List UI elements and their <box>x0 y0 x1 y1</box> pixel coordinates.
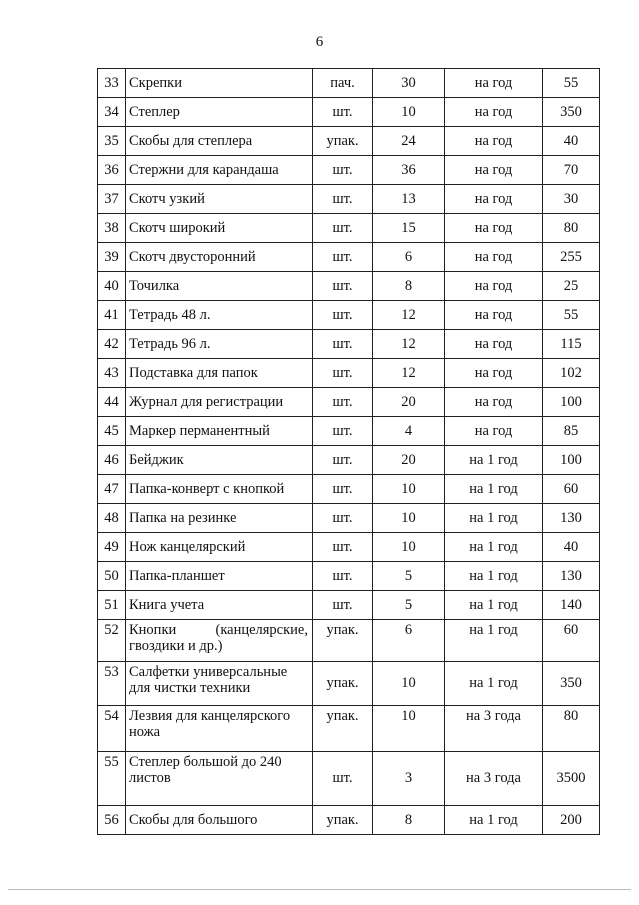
item-name-line2: для чистки техники <box>129 680 251 696</box>
row-number-cell: 48 <box>98 504 126 533</box>
quantity-cell: 6 <box>373 243 445 272</box>
item-name-cell: Точилка <box>126 272 313 301</box>
unit-cell: шт. <box>313 185 373 214</box>
unit-cell: упак. <box>313 127 373 156</box>
item-name-cell: Папка на резинке <box>126 504 313 533</box>
quantity-cell: 12 <box>373 330 445 359</box>
quantity-cell: 6 <box>373 620 445 662</box>
price-cell: 140 <box>543 591 600 620</box>
quantity-cell: 36 <box>373 156 445 185</box>
period-cell: на год <box>445 301 543 330</box>
item-name-cell: Стержни для карандаша <box>126 156 313 185</box>
unit-cell: шт. <box>313 446 373 475</box>
table-row <box>98 388 600 417</box>
table-row <box>98 214 600 243</box>
table-body <box>98 69 600 835</box>
item-name-cell: Книга учета <box>126 591 313 620</box>
row-number-cell: 40 <box>98 272 126 301</box>
row-number-cell: 38 <box>98 214 126 243</box>
quantity-cell: 10 <box>373 98 445 127</box>
row-number-cell: 54 <box>98 706 126 752</box>
row-number-cell: 51 <box>98 591 126 620</box>
price-cell: 60 <box>543 475 600 504</box>
item-name-line1: Салфетки универсальные <box>129 664 288 680</box>
quantity-cell: 10 <box>373 533 445 562</box>
table-row <box>98 69 600 98</box>
row-number-cell: 50 <box>98 562 126 591</box>
period-cell: на 3 года <box>445 706 543 752</box>
unit-cell: шт. <box>313 752 373 806</box>
item-name-line1: Степлер большой до 240 <box>129 754 282 770</box>
table-row <box>98 706 600 752</box>
price-cell: 30 <box>543 185 600 214</box>
quantity-cell: 30 <box>373 69 445 98</box>
quantity-cell: 10 <box>373 504 445 533</box>
table-row <box>98 98 600 127</box>
unit-cell: шт. <box>313 417 373 446</box>
price-cell: 100 <box>543 388 600 417</box>
table-row <box>98 806 600 835</box>
period-cell: на год <box>445 272 543 301</box>
unit-cell: шт. <box>313 475 373 504</box>
table-row <box>98 562 600 591</box>
quantity-cell: 12 <box>373 359 445 388</box>
item-name-cell: Скобы для большого <box>126 806 313 835</box>
period-cell: на 1 год <box>445 620 543 662</box>
item-name-part: Кнопки <box>129 622 177 638</box>
table-row <box>98 330 600 359</box>
price-cell: 70 <box>543 156 600 185</box>
quantity-cell: 20 <box>373 446 445 475</box>
row-number-cell: 33 <box>98 69 126 98</box>
row-number-cell: 56 <box>98 806 126 835</box>
price-cell: 40 <box>543 127 600 156</box>
price-cell: 80 <box>543 214 600 243</box>
period-cell: на год <box>445 69 543 98</box>
table-row <box>98 185 600 214</box>
table-row <box>98 272 600 301</box>
period-cell: на год <box>445 417 543 446</box>
period-cell: на год <box>445 359 543 388</box>
item-name-cell: Скотч широкий <box>126 214 313 243</box>
table-row <box>98 591 600 620</box>
quantity-cell: 3 <box>373 752 445 806</box>
item-name-cell <box>126 706 313 752</box>
price-cell: 55 <box>543 301 600 330</box>
unit-cell: шт. <box>313 388 373 417</box>
item-name-line1 <box>129 622 308 638</box>
item-name-line1: Лезвия для канцелярского <box>129 708 291 724</box>
item-name-line2: ножа <box>129 724 161 740</box>
item-name-cell: Степлер <box>126 98 313 127</box>
item-name-line2: гвоздики и др.) <box>129 638 223 654</box>
row-number-cell: 55 <box>98 752 126 806</box>
bottom-rule <box>8 889 631 890</box>
item-name-cell: Скотч узкий <box>126 185 313 214</box>
row-number-cell: 34 <box>98 98 126 127</box>
row-number-cell: 47 <box>98 475 126 504</box>
price-cell: 100 <box>543 446 600 475</box>
item-name-cell: Маркер перманентный <box>126 417 313 446</box>
table-row <box>98 620 600 662</box>
quantity-cell: 12 <box>373 301 445 330</box>
quantity-cell: 20 <box>373 388 445 417</box>
row-number-cell: 45 <box>98 417 126 446</box>
item-name-cell <box>126 752 313 806</box>
quantity-cell: 24 <box>373 127 445 156</box>
quantity-cell: 4 <box>373 417 445 446</box>
price-cell: 60 <box>543 620 600 662</box>
period-cell: на 1 год <box>445 533 543 562</box>
item-name-line2: листов <box>129 770 171 786</box>
quantity-cell: 13 <box>373 185 445 214</box>
period-cell: на 1 год <box>445 504 543 533</box>
period-cell: на год <box>445 330 543 359</box>
unit-cell: шт. <box>313 243 373 272</box>
row-number-cell: 41 <box>98 301 126 330</box>
supplies-table <box>97 68 600 835</box>
item-name-cell <box>126 620 313 662</box>
table-row <box>98 475 600 504</box>
price-cell: 130 <box>543 504 600 533</box>
item-name-cell: Папка-планшет <box>126 562 313 591</box>
row-number-cell: 43 <box>98 359 126 388</box>
price-cell: 350 <box>543 662 600 706</box>
quantity-cell: 15 <box>373 214 445 243</box>
quantity-cell: 10 <box>373 662 445 706</box>
item-name-cell: Скобы для степлера <box>126 127 313 156</box>
item-name-cell: Бейджик <box>126 446 313 475</box>
item-name-cell: Скотч двусторонний <box>126 243 313 272</box>
item-name-cell: Подставка для папок <box>126 359 313 388</box>
period-cell: на год <box>445 156 543 185</box>
period-cell: на год <box>445 185 543 214</box>
price-cell: 130 <box>543 562 600 591</box>
period-cell: на год <box>445 243 543 272</box>
quantity-cell: 5 <box>373 562 445 591</box>
table-row <box>98 662 600 706</box>
table-row <box>98 359 600 388</box>
price-cell: 102 <box>543 359 600 388</box>
period-cell: на год <box>445 388 543 417</box>
unit-cell: шт. <box>313 330 373 359</box>
table-row <box>98 417 600 446</box>
row-number-cell: 49 <box>98 533 126 562</box>
unit-cell: шт. <box>313 301 373 330</box>
period-cell: на 1 год <box>445 446 543 475</box>
price-cell: 55 <box>543 69 600 98</box>
unit-cell: шт. <box>313 272 373 301</box>
unit-cell: шт. <box>313 504 373 533</box>
unit-cell: шт. <box>313 98 373 127</box>
item-name-cell: Скрепки <box>126 69 313 98</box>
row-number-cell: 53 <box>98 662 126 706</box>
unit-cell: шт. <box>313 591 373 620</box>
period-cell: на 1 год <box>445 591 543 620</box>
price-cell: 80 <box>543 706 600 752</box>
table-row <box>98 752 600 806</box>
quantity-cell: 10 <box>373 706 445 752</box>
period-cell: на год <box>445 214 543 243</box>
table-row <box>98 243 600 272</box>
unit-cell: упак. <box>313 806 373 835</box>
item-name-cell <box>126 662 313 706</box>
period-cell: на 1 год <box>445 662 543 706</box>
price-cell: 3500 <box>543 752 600 806</box>
row-number-cell: 46 <box>98 446 126 475</box>
row-number-cell: 42 <box>98 330 126 359</box>
quantity-cell: 8 <box>373 272 445 301</box>
item-name-cell: Папка-конверт с кнопкой <box>126 475 313 504</box>
table-row <box>98 156 600 185</box>
row-number-cell: 52 <box>98 620 126 662</box>
price-cell: 115 <box>543 330 600 359</box>
quantity-cell: 8 <box>373 806 445 835</box>
row-number-cell: 36 <box>98 156 126 185</box>
unit-cell: упак. <box>313 706 373 752</box>
period-cell: на 1 год <box>445 475 543 504</box>
unit-cell: шт. <box>313 533 373 562</box>
page-number: 6 <box>315 34 324 50</box>
period-cell: на год <box>445 98 543 127</box>
item-name-cell: Нож канцелярский <box>126 533 313 562</box>
period-cell: на 1 год <box>445 806 543 835</box>
price-cell: 85 <box>543 417 600 446</box>
price-cell: 40 <box>543 533 600 562</box>
unit-cell: пач. <box>313 69 373 98</box>
table-row <box>98 533 600 562</box>
row-number-cell: 39 <box>98 243 126 272</box>
price-cell: 350 <box>543 98 600 127</box>
row-number-cell: 44 <box>98 388 126 417</box>
unit-cell: шт. <box>313 562 373 591</box>
unit-cell: упак. <box>313 662 373 706</box>
price-cell: 255 <box>543 243 600 272</box>
quantity-cell: 5 <box>373 591 445 620</box>
unit-cell: упак. <box>313 620 373 662</box>
unit-cell: шт. <box>313 214 373 243</box>
item-name-part: (канцелярские, <box>215 622 308 638</box>
row-number-cell: 35 <box>98 127 126 156</box>
table-row <box>98 127 600 156</box>
unit-cell: шт. <box>313 156 373 185</box>
item-name-cell: Журнал для регистрации <box>126 388 313 417</box>
unit-cell: шт. <box>313 359 373 388</box>
item-name-cell: Тетрадь 48 л. <box>126 301 313 330</box>
period-cell: на год <box>445 127 543 156</box>
table-row <box>98 446 600 475</box>
quantity-cell: 10 <box>373 475 445 504</box>
period-cell: на 1 год <box>445 562 543 591</box>
period-cell: на 3 года <box>445 752 543 806</box>
price-cell: 25 <box>543 272 600 301</box>
table-row <box>98 301 600 330</box>
table-row <box>98 504 600 533</box>
item-name-cell: Тетрадь 96 л. <box>126 330 313 359</box>
row-number-cell: 37 <box>98 185 126 214</box>
price-cell: 200 <box>543 806 600 835</box>
